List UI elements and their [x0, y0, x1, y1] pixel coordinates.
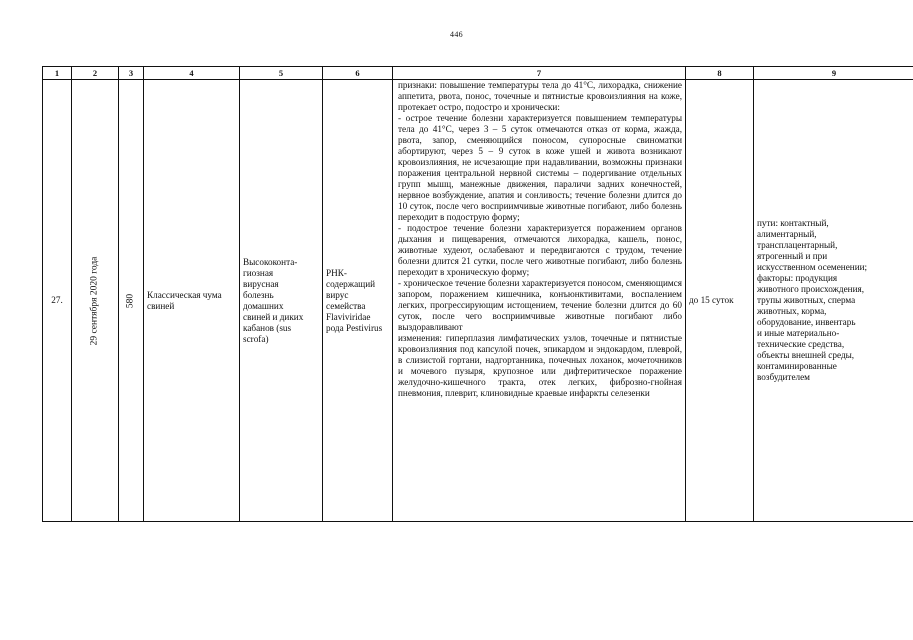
symptoms-paragraph: признаки: повышение температуры тела до 41°С, лихорадка, снижение аппетита, рвота, понос, точечные и пятнистые кровоизлияния на коже, протекает остро, подостро и хронически: — [398, 80, 682, 112]
column-header-3: 3 — [119, 67, 144, 80]
column-header-4: 4 — [144, 67, 240, 80]
transmission-line: животных, корма, — [757, 306, 827, 316]
description-cell — [240, 80, 323, 522]
transmission-line: контаминированные — [757, 361, 837, 371]
transmission-line: трупы животных, сперма — [757, 295, 856, 305]
disease-name: Классическая чума свиней — [147, 289, 222, 311]
disease-description — [240, 257, 322, 345]
column-header-9: 9 — [754, 67, 913, 80]
description-line: болезнь — [243, 289, 274, 300]
description-line: кабанов (sus — [243, 322, 292, 333]
symptoms-text — [393, 80, 685, 399]
table-row — [43, 80, 913, 522]
agent-line: вирус — [326, 289, 349, 300]
transmission-line: искусственном осеменении; — [757, 262, 868, 272]
column-header-2: 2 — [72, 67, 119, 80]
date-cell — [72, 80, 119, 522]
description-line: вирусная — [243, 278, 279, 289]
agent-cell — [323, 80, 393, 522]
transmission-line: оборудование, инвентарь — [757, 317, 856, 327]
agent-line: Flaviviridae — [326, 311, 371, 322]
disease-table — [42, 66, 913, 522]
disease-name-cell — [144, 80, 240, 522]
column-header-7: 7 — [393, 67, 686, 80]
description-line: scrofa) — [243, 333, 269, 344]
transmission-text — [754, 218, 913, 383]
page-number: 446 — [450, 30, 463, 39]
agent-line: содержащий — [326, 278, 376, 289]
agent-line: семейства — [326, 300, 366, 311]
column-header-5: 5 — [240, 67, 323, 80]
incubation-period: до 15 суток — [689, 295, 734, 305]
description-line: гиозная — [243, 267, 274, 278]
column-header-1: 1 — [43, 67, 72, 80]
column-header-8: 8 — [686, 67, 754, 80]
agent-line: РНК- — [326, 267, 347, 278]
transmission-line: животного происхождения, — [757, 284, 865, 294]
description-line: Высококонта- — [243, 256, 298, 267]
transmission-line: пути: контактный, — [757, 218, 829, 228]
column-header-6: 6 — [323, 67, 393, 80]
column-number-row — [43, 67, 913, 80]
date-text: 29 сентября 2020 года — [89, 256, 100, 345]
pathogen-agent — [323, 268, 392, 334]
description-line: домашних — [243, 300, 284, 311]
transmission-line: технические средства, — [757, 339, 845, 349]
transmission-line: алиментарный, — [757, 229, 817, 239]
row-number: 27. — [51, 295, 63, 305]
code-cell — [119, 80, 144, 522]
transmission-line: факторы: продукция — [757, 273, 838, 283]
period-cell — [686, 80, 754, 522]
transmission-line: объекты внешней среды, — [757, 350, 855, 360]
symptoms-paragraph: - хроническое течение болезни характеризуется поносом, сменяющимся запором, поражением кишечника, конъюнктивитами, воспалением легких, прогрессирующим истощением, течение болезни длится до 60 суток, после чего восприимчивые животные погибают либо выздоравливают — [398, 278, 682, 332]
symptoms-paragraph: - подострое течение болезни характеризуется поражением органов дыхания и пищеварения, отмечаются лихорадка, кашель, понос, животные худеют, ослабевают и передвигаются с трудом, течение болезни длится 21 сутки, после чего животные погибают, либо болезнь переходит в хроническую форму; — [398, 223, 682, 277]
code-text: 580 — [125, 293, 136, 308]
description-line: свиней и диких — [243, 311, 304, 322]
transmission-line: и иные материально- — [757, 328, 840, 338]
transmission-line: ятрогенный и при — [757, 251, 828, 261]
row-number-cell — [43, 80, 72, 522]
transmission-cell — [754, 80, 913, 522]
symptoms-paragraph: изменения: гиперплазия лимфатических узлов, точечные и пятнистые кровоизлияния под капсулой почек, эпикардом и эндокардом, плеврой, в слизистой гортани, надгортанника, почечных лоханок, мочеточников и мочевого пузыря, крупозное или дифтеритическое поражение желудочно-кишечного тракта, отек легких, фиброзно-гнойная пневмония, плеврит, клиновидные краевые инфаркты селезенки — [398, 333, 682, 398]
agent-line: рода Pestivirus — [326, 322, 383, 333]
transmission-line: возбудителем — [757, 372, 810, 382]
transmission-line: трансплацентарный, — [757, 240, 838, 250]
symptoms-cell — [393, 80, 686, 522]
symptoms-paragraph: - острое течение болезни характеризуется повышением температуры тела до 41°С, через 3 – 5 суток отмечаются отказ от корма, жажда, рвота, запор, сменяющийся поносом, супоросные свиноматки абортируют, через 5 – 9 суток в коже ушей и живота возникают кровоизлияния, не исчезающие при надавливании, возможны признаки поражения центральной нервной системы – подергивание отдельных групп мышц, манежные движения, параличи задних конечностей, нервное возбуждение, апатия и сонливость; течение болезни длится до 10 суток, после чего восприимчивые животные погибают, либо болезнь переходит в подострую форму; — [398, 113, 682, 222]
